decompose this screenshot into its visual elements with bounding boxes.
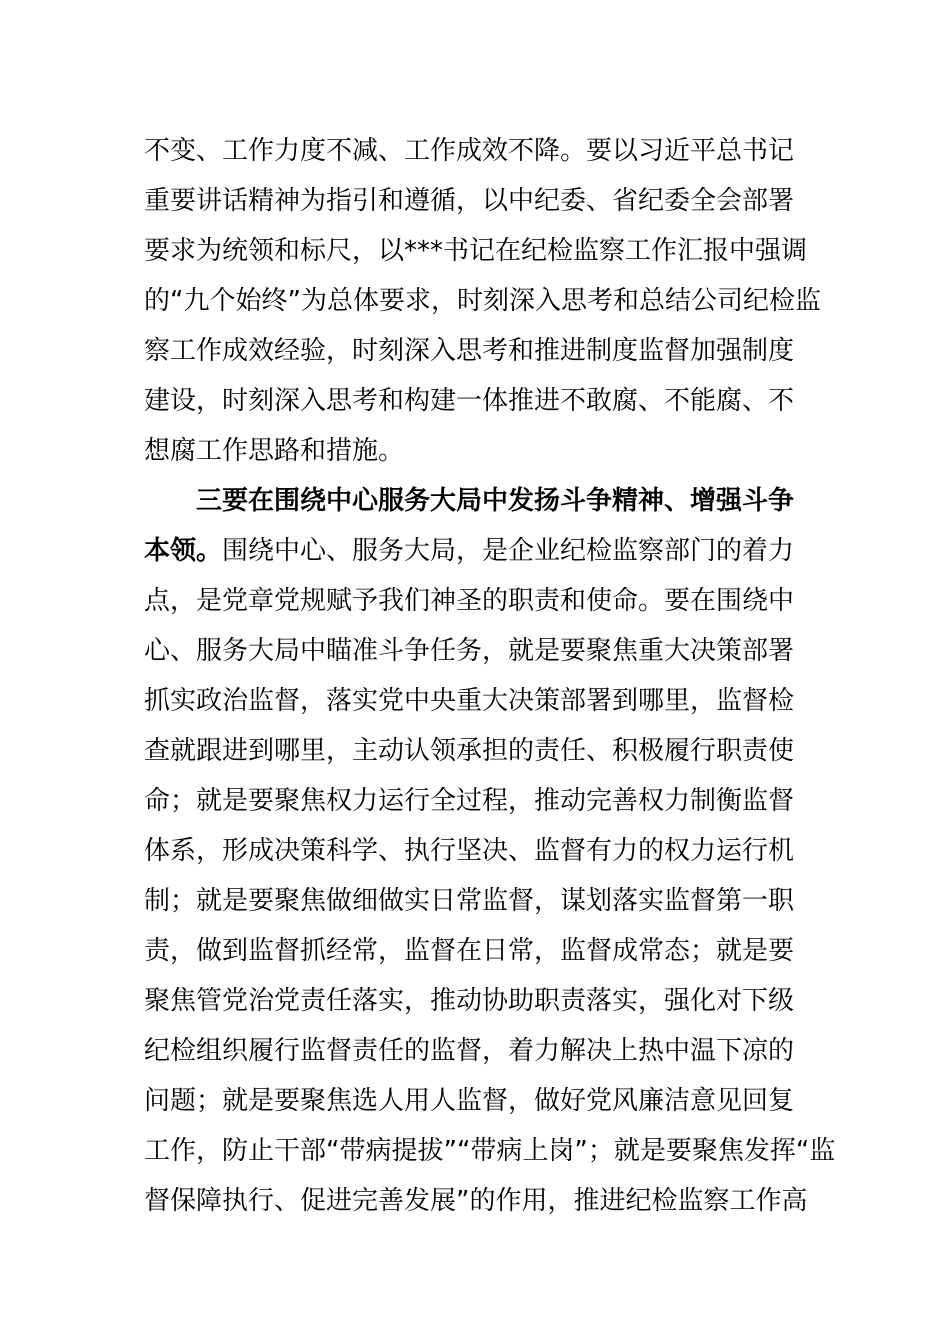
text-run: 围绕中心、服务大局，是企业纪检监察部门的着力 [222, 536, 795, 566]
section-heading: 三要在围绕中心服务大局中发扬斗争精神、增强斗争 [196, 486, 795, 516]
text-line: 建设，时刻深入思考和构建一体推进不敢腐、不能腐、不 [144, 386, 795, 416]
paragraph-1 [144, 126, 821, 476]
text-line: 察工作成效经验，时刻深入思考和推进制度监督加强制度 [144, 336, 795, 366]
text-line: 督保障执行、促进完善发展”的作用，推进纪检监察工作高 [144, 1186, 808, 1216]
text-line: 问题；就是要聚焦选人用人监督，做好党风廉洁意见回复 [144, 1086, 795, 1116]
text-line: 聚焦管党治党责任落实，推动协助职责落实，强化对下级 [144, 986, 795, 1016]
text-line: 命；就是要聚焦权力运行全过程，推动完善权力制衡监督 [144, 786, 795, 816]
paragraph-2 [144, 476, 836, 1226]
text-line: 查就跟进到哪里，主动认领承担的责任、积极履行职责使 [144, 736, 795, 766]
text-line [144, 526, 809, 576]
text-line: 的“九个始终”为总体要求，时刻深入思考和总结公司纪检监 [144, 286, 821, 316]
text-line: 体系，形成决策科学、执行坚决、监督有力的权力运行机 [144, 836, 795, 866]
text-line: 心、服务大局中瞄准斗争任务，就是要聚焦重大决策部署 [144, 636, 795, 666]
text-line: 工作，防止干部“带病提拔”“带病上岗”；就是要聚焦发挥“监 [144, 1136, 836, 1166]
section-heading-end: 本领。 [144, 536, 223, 566]
text-line: 不变、工作力度不减、工作成效不降。要以习近平总书记 [144, 136, 795, 166]
text-line: 要求为统领和标尺，以***书记在纪检监察工作汇报中强调 [144, 236, 808, 266]
text-line: 想腐工作思路和措施。 [144, 436, 405, 466]
text-line: 抓实政治监督，落实党中央重大决策部署到哪里，监督检 [144, 686, 795, 716]
text-line: 重要讲话精神为指引和遵循，以中纪委、省纪委全会部署 [144, 186, 795, 216]
text-line: 点，是党章党规赋予我们神圣的职责和使命。要在围绕中 [144, 586, 795, 616]
text-line: 责，做到监督抓经常，监督在日常，监督成常态；就是要 [144, 936, 795, 966]
text-line: 纪检组织履行监督责任的监督，着力解决上热中温下凉的 [144, 1036, 795, 1066]
text-line: 制；就是要聚焦做细做实日常监督，谋划落实监督第一职 [144, 886, 795, 916]
